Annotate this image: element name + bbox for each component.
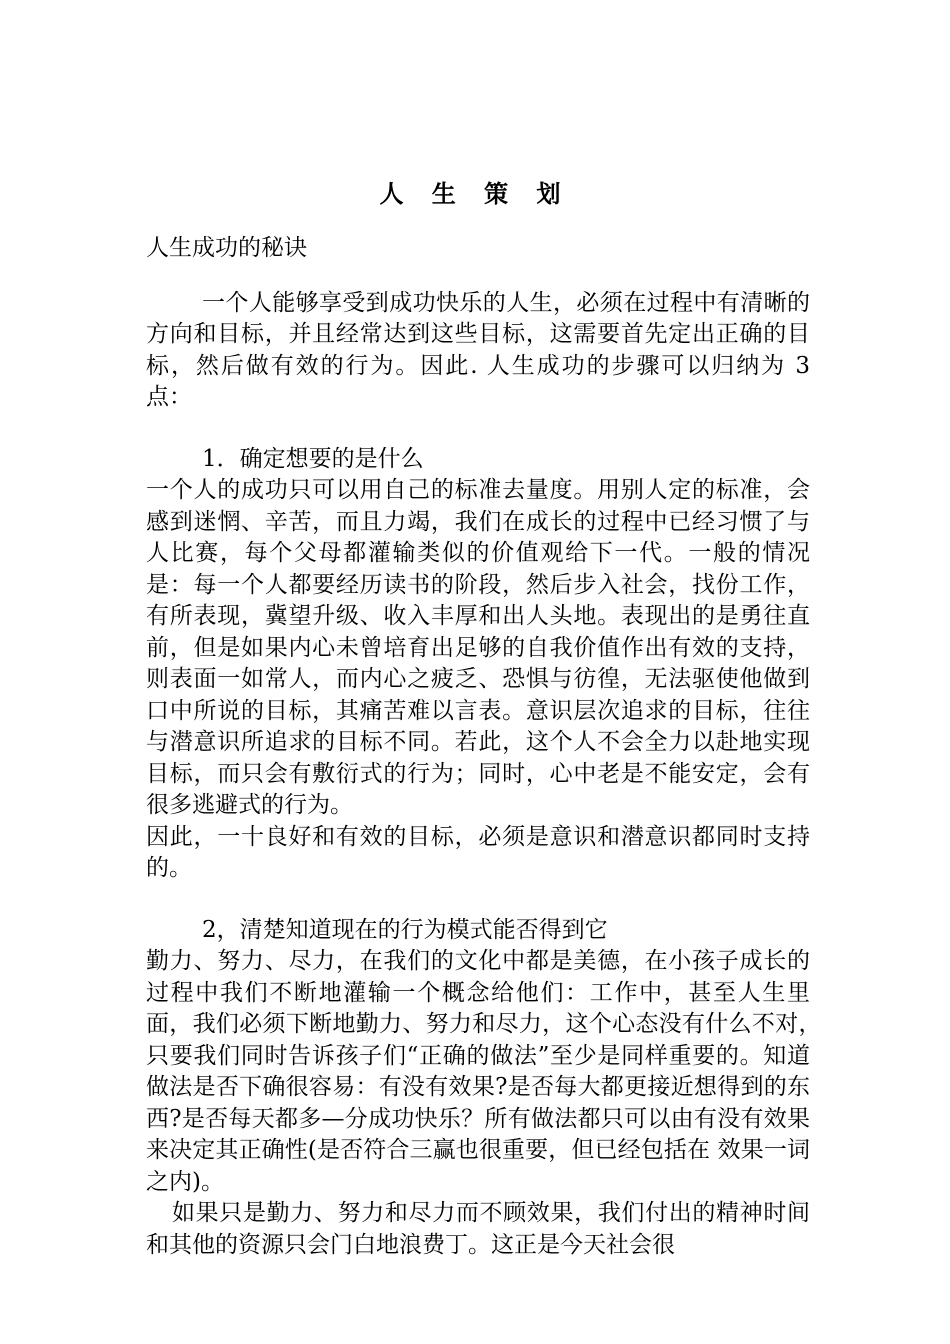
intro-paragraph: 一个人能够享受到成功快乐的人生，必须在过程中有清晰的方向和目标，并且经常达到这些目标，这需要首先定出正确的目标，然后做有效的行为。因此. 人生成功的步骤可以归纳为 3 点： (146, 289, 810, 410)
section2-paragraph-continued: 如果只是勤力、努力和尽力而不顾效果，我们付出的精神时间和其他的资源只会门白地浪费丁。这正是今天社会很 (146, 1200, 810, 1258)
document-body (146, 233, 833, 1261)
document-title: 人 生 策 划 (379, 180, 571, 208)
section1-conclusion: 因此，一十良好和有效的目标，必须是意识和潜意识都同时支持的。 (146, 823, 810, 881)
section2-heading: 2，清楚知道现在的行为模式能否得到它 (202, 916, 608, 943)
section1-heading: 1．确定想要的是什么 (202, 445, 424, 472)
section2-paragraph: 勤力、努力、尽力，在我们的文化中都是美德，在小孩子成长的过程中我们不断地灌输一个概念给他们：工作中，甚至人生里面，我们必须下断地勤力、努力和尽力，这个心态没有什么不对， 只要我们同时告诉孩子们“正确的做法”至少是同样重要的。知道做法是否下确很容易：有没有效果?是否每大都更接近想得到的东西?是否每天都多—分成功快乐？所有做法都只可以由有没有效果来决定其正确性(是否符合三赢也很重要，但已经包括在 效果一词之内)。 (146, 948, 833, 1195)
section1-paragraph: 一个人的成功只可以用自己的标准去量度。用别人定的标准，会感到迷惘、辛苦，而且力竭，我们在成长的过程中已经习惯了与人比赛，每个父母都灌输类似的价值观给下一代。一般的情况是：每一个人都要经历读书的阶段，然后步入社会，找份工作，有所表现，冀望升级、收入丰厚和出人头地。表现出的是勇往直前，但是如果内心未曾培育出足够的自我价值作出有效的支持，则表面一如常人，而内心之疲乏、恐惧与彷徨，无法驱使他做到口中所说的目标，其痛苦难以言表。意识层次追求的目标，往往与潜意识所追求的目标不同。若此，这个人不会全力以赴地实现目标，而只会有敷衍式的行为；同时，心中老是不能安定，会有很多逃避式的行为。 (146, 477, 810, 818)
document-subtitle: 人生成功的秘诀 (146, 235, 307, 261)
